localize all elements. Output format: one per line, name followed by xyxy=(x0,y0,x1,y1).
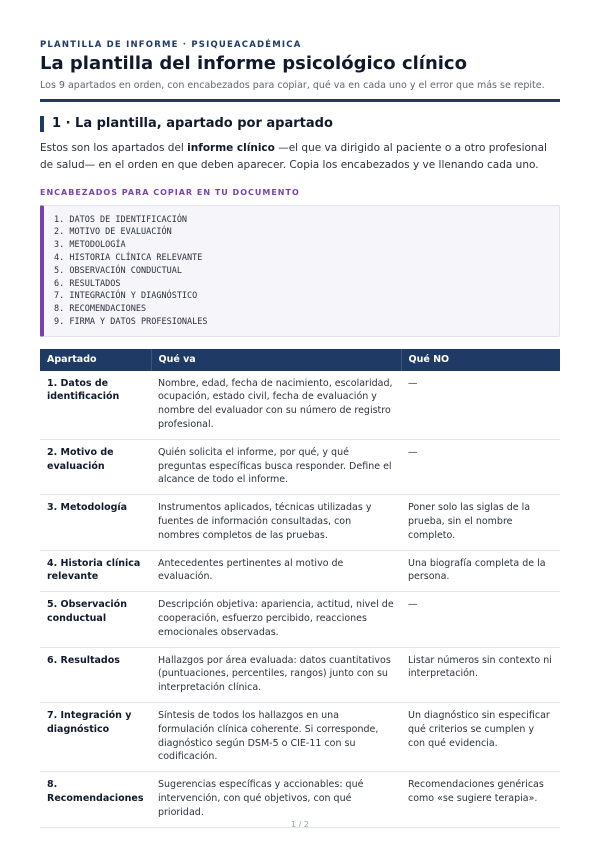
table-row xyxy=(40,647,560,702)
heading-line: 5. OBSERVACIÓN CONDUCTUAL xyxy=(54,265,182,276)
row-what-goes: Hallazgos por área evaluada: datos cuantitativos (puntuaciones, percentiles, rangos) junto con su interpretación clínica. xyxy=(151,647,401,702)
section-accent-bar xyxy=(40,116,44,132)
sections-table xyxy=(40,349,560,828)
table-row xyxy=(40,439,560,494)
table-row xyxy=(40,702,560,771)
table-row xyxy=(40,592,560,647)
page-title: La plantilla del informe psicológico clínico xyxy=(40,53,467,74)
table-row xyxy=(40,371,560,440)
heading-line: 7. INTEGRACIÓN Y DIAGNÓSTICO xyxy=(54,291,198,302)
heading-line: 3. METODOLOGÍA xyxy=(54,240,126,251)
column-header-apartado: Apartado xyxy=(40,349,151,371)
row-what-not: — xyxy=(401,439,560,494)
page-subtitle: Los 9 apartados en orden, con encabezados para copiar, qué va en cada uno y el error que más se repite. xyxy=(40,79,545,91)
heading-line: 1. DATOS DE IDENTIFICACIÓN xyxy=(54,214,188,225)
column-header-que-va: Qué va xyxy=(151,349,401,371)
intro-emphasis: informe clínico xyxy=(187,141,275,154)
row-what-goes: Nombre, edad, fecha de nacimiento, escolaridad, ocupación, estado civil, fecha de evaluación y nombre del evaluador con su número de registro profesional. xyxy=(151,371,401,440)
heading-line: 9. FIRMA Y DATOS PROFESIONALES xyxy=(54,316,208,327)
row-section-name: 1. Datos de identificación xyxy=(40,371,151,440)
copy-headings-label: ENCABEZADOS PARA COPIAR EN TU DOCUMENTO xyxy=(40,187,300,197)
header-divider xyxy=(40,99,560,102)
row-what-not: Un diagnóstico sin especificar qué criterios se cumplen y con qué evidencia. xyxy=(401,702,560,771)
row-what-not: Una biografía completa de la persona. xyxy=(401,550,560,592)
heading-line: 2. MOTIVO DE EVALUACIÓN xyxy=(54,227,172,238)
document-page xyxy=(40,40,560,828)
row-what-goes: Quién solicita el informe, por qué, y qué preguntas específicas busca responder. Define el alcance de todo el informe. xyxy=(151,439,401,494)
row-what-not: Recomendaciones genéricas como «se sugiere terapia». xyxy=(401,772,560,827)
row-what-goes: Descripción objetiva: apariencia, actitud, nivel de cooperación, esfuerzo percibido, reacciones emocionales observadas. xyxy=(151,592,401,647)
heading-line: 6. RESULTADOS xyxy=(54,278,121,289)
table-row xyxy=(40,772,560,827)
row-what-not: — xyxy=(401,371,560,440)
page-number: 1 / 2 xyxy=(291,820,309,829)
row-what-goes: Síntesis de todos los hallazgos en una formulación clínica coherente. Si corresponde, diagnóstico según DSM-5 o CIE-11 con su codificación. xyxy=(151,702,401,771)
table-header-row xyxy=(40,349,560,371)
table-row xyxy=(40,495,560,550)
heading-line: 8. RECOMENDACIONES xyxy=(54,304,147,315)
row-what-not: Poner solo las siglas de la prueba, sin el nombre completo. xyxy=(401,495,560,550)
row-section-name: 4. Historia clínica relevante xyxy=(40,550,151,592)
heading-line: 4. HISTORIA CLÍNICA RELEVANTE xyxy=(54,252,203,263)
row-section-name: 8. Recomendaciones xyxy=(40,772,151,827)
row-what-goes: Sugerencias específicas y accionables: qué intervención, con qué objetivos, con qué prioridad. xyxy=(151,772,401,827)
intro-text-start: Estos son los apartados del xyxy=(40,141,188,154)
row-what-not: Listar números sin contexto ni interpretación. xyxy=(401,647,560,702)
intro-text-end: —el que va dirigido al paciente o a otro profesional de salud— en el orden en que deben aparecer. Copia los encabezados y ve llenando cada uno. xyxy=(40,141,547,171)
row-what-goes: Antecedentes pertinentes al motivo de evaluación. xyxy=(151,550,401,592)
document-kicker: PLANTILLA DE INFORME · PSIQUEACADÉMICA xyxy=(40,40,302,50)
copy-headings-box[interactable] xyxy=(40,205,560,337)
section-heading xyxy=(40,116,560,132)
row-section-name: 6. Resultados xyxy=(40,647,151,702)
row-section-name: 3. Metodología xyxy=(40,495,151,550)
row-section-name: 2. Motivo de evaluación xyxy=(40,439,151,494)
column-header-que-no: Qué NO xyxy=(401,349,560,371)
section-title: 1 · La plantilla, apartado por apartado xyxy=(52,116,333,132)
table-row xyxy=(40,550,560,592)
row-what-goes: Instrumentos aplicados, técnicas utilizadas y fuentes de información consultadas, con nombres completos de las pruebas. xyxy=(151,495,401,550)
row-what-not: — xyxy=(401,592,560,647)
section-intro xyxy=(40,140,560,174)
row-section-name: 5. Observación conductual xyxy=(40,592,151,647)
row-section-name: 7. Integración y diagnóstico xyxy=(40,702,151,771)
